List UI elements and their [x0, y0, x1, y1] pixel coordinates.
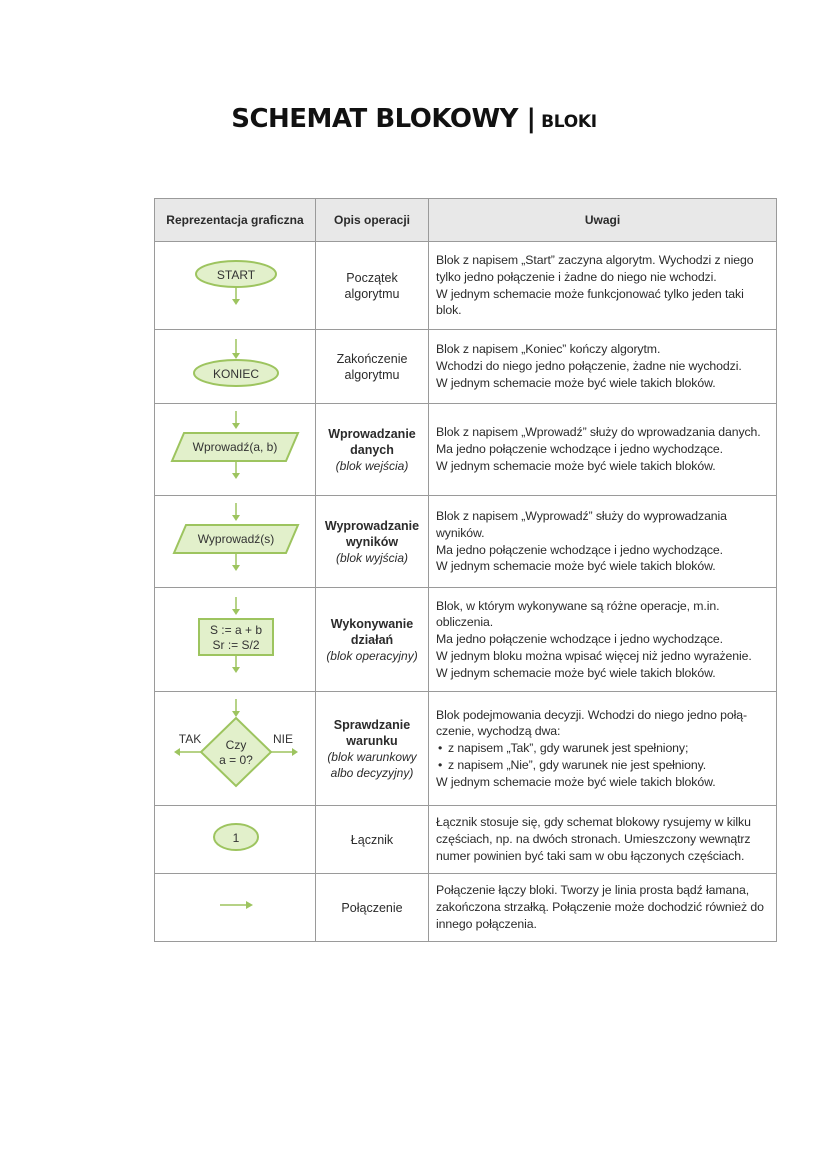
note-line: Blok, w którym wykonywane są różne operacje, m.in. obliczenia.	[436, 598, 720, 630]
table-row	[155, 874, 777, 942]
input-block-label: Wprowadź(a, b)	[192, 440, 278, 454]
shape-cell	[155, 692, 316, 806]
page-title	[0, 104, 828, 134]
note-line: Blok z napisem „Start” zaczyna algorytm. Wychodzi z niego tylko jedno połączenie i żadne do niego nie wchodzi.	[436, 252, 754, 284]
note-line: W jednym schemacie może być wiele takich bloków.	[436, 559, 716, 574]
start-block-icon	[156, 243, 316, 323]
decision-block-line1: Czy	[225, 738, 247, 752]
operation-label: Wykonywanie działań	[330, 616, 414, 647]
shape-cell	[155, 242, 316, 330]
arrow-icon	[156, 875, 316, 935]
title-sub: BLOKI	[541, 112, 597, 132]
operation-label: Początek algorytmu	[344, 270, 400, 301]
connector-block-label: 1	[232, 831, 240, 845]
title-main: SCHEMAT BLOKOWY |	[231, 104, 536, 134]
note-line: Wchodzi do niego jedno połączenie, żadne nie wychodzi.	[436, 359, 742, 374]
operation-label: Zakończenie algorytmu	[336, 351, 408, 382]
notes-cell	[429, 496, 777, 588]
operation-cell	[316, 404, 429, 496]
output-block-label: Wyprowadź(s)	[197, 532, 275, 546]
table-row	[155, 806, 777, 874]
operation-label: Wyprowadzanie wyników	[324, 518, 420, 549]
operation-sublabel: (blok operacyjny)	[326, 648, 418, 663]
table-header-row	[155, 199, 777, 242]
note-line: Ma jedno połączenie wchodzące i jedno wychodzące.	[436, 442, 723, 457]
note-line: Ma jedno połączenie wchodzące i jedno wychodzące.	[436, 542, 723, 557]
operation-sublabel: (blok warunkowy albo decyzyjny)	[327, 749, 417, 780]
note-bullet: • z napisem „Nie”, gdy warunek nie jest spełniony.	[448, 757, 770, 774]
operation-cell	[316, 496, 429, 588]
notes-cell	[429, 874, 777, 942]
operation-cell	[316, 242, 429, 330]
note-line: Blok podejmowania decyzji. Wchodzi do niego jedno połą-czenie, wychodzą dwa:	[436, 707, 747, 739]
note-bullet: • z napisem „Tak”, gdy warunek jest spełniony;	[448, 740, 770, 757]
col-header-graphic: Reprezentacja graficzna	[155, 199, 316, 242]
note-bullet-list	[436, 740, 770, 774]
note-line: W jednym schemacie może być wiele takich bloków.	[436, 458, 716, 473]
table-row	[155, 330, 777, 404]
note-line: Połączenie łączy bloki. Tworzy je linia prosta bądź łamana, zakończona strzałką. Połączenie może dochodzić również do innego połączenia.	[436, 883, 764, 931]
decision-no-label: NIE	[272, 732, 294, 746]
operation-sublabel: (blok wejścia)	[335, 458, 409, 473]
note-line: W jednym schemacie może być wiele takich bloków.	[436, 375, 716, 390]
shape-cell	[155, 404, 316, 496]
note-line: Blok z napisem „Wyprowadź” służy do wyprowadzania wyników.	[436, 508, 727, 540]
connector-block-icon	[156, 807, 316, 867]
table-row	[155, 242, 777, 330]
operation-label: Połączenie	[341, 900, 403, 915]
note-line: W jednym schemacie może być wiele takich bloków.	[436, 774, 716, 789]
col-header-operation: Opis operacji	[316, 199, 429, 242]
table-row	[155, 404, 777, 496]
process-block-icon	[156, 589, 316, 685]
note-line: Blok z napisem „Wprowadź” służy do wprowadzania danych.	[436, 425, 761, 440]
operation-cell	[316, 692, 429, 806]
note-line: Blok z napisem „Koniec” kończy algorytm.	[436, 342, 661, 357]
operation-label: Łącznik	[350, 832, 394, 847]
note-line: W jednym schemacie może funkcjonować tylko jeden taki blok.	[436, 286, 744, 318]
shape-cell	[155, 496, 316, 588]
operation-cell	[316, 588, 429, 692]
decision-yes-label: TAK	[178, 732, 202, 746]
note-line: Łącznik stosuje się, gdy schemat blokowy rysujemy w kilku częściach, np. na dwóch stronach. Umieszczony wewnątrz numer powinien być taki sam w obu łączonych częściach.	[436, 815, 751, 863]
start-block-label: START	[216, 268, 256, 282]
notes-cell	[429, 330, 777, 404]
decision-block-line2: a = 0?	[219, 753, 253, 767]
operation-cell	[316, 874, 429, 942]
output-block-icon	[156, 497, 316, 581]
note-line: W jednym bloku można wpisać więcej niż jedno wyrażenie.	[436, 648, 752, 663]
operation-label: Wprowadzanie danych	[328, 426, 416, 457]
note-line: W jednym schemacie może być wiele takich bloków.	[436, 665, 716, 680]
decision-block-icon	[156, 693, 316, 799]
table-row	[155, 588, 777, 692]
operation-cell	[316, 806, 429, 874]
end-block-icon	[156, 331, 316, 397]
shape-cell	[155, 806, 316, 874]
shape-cell	[155, 330, 316, 404]
operation-sublabel: (blok wyjścia)	[335, 550, 408, 565]
shape-cell	[155, 874, 316, 942]
note-line: Ma jedno połączenie wchodzące i jedno wychodzące.	[436, 632, 723, 647]
process-block-line2: Sr := S/2	[212, 638, 260, 652]
notes-cell	[429, 588, 777, 692]
operation-label: Sprawdzanie warunku	[333, 717, 411, 748]
shape-cell	[155, 588, 316, 692]
end-block-label: KONIEC	[212, 367, 260, 381]
notes-cell	[429, 242, 777, 330]
notes-cell	[429, 806, 777, 874]
table-row	[155, 692, 777, 806]
table-row	[155, 496, 777, 588]
notes-cell	[429, 692, 777, 806]
process-block-line1: S := a + b	[209, 623, 263, 637]
col-header-notes: Uwagi	[429, 199, 777, 242]
notes-cell	[429, 404, 777, 496]
blocks-table	[154, 198, 777, 942]
input-block-icon	[156, 405, 316, 489]
operation-cell	[316, 330, 429, 404]
